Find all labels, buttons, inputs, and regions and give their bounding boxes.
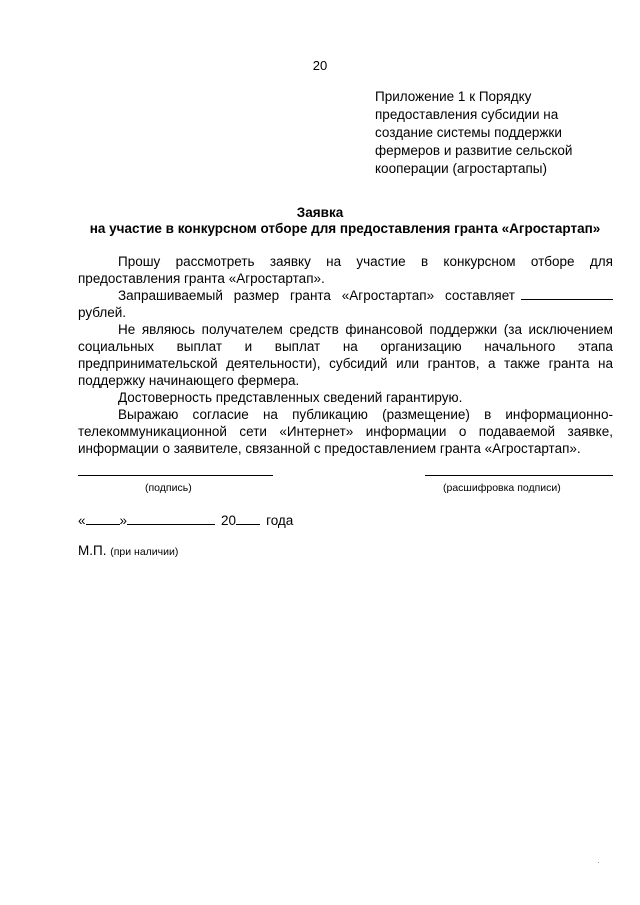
word: информации — [365, 424, 447, 439]
word: на — [262, 407, 278, 422]
word: участие — [356, 254, 406, 269]
day-field[interactable] — [86, 511, 120, 525]
word: сети — [239, 424, 267, 439]
word: конкурсном — [443, 254, 516, 269]
word: исключением — [528, 322, 613, 337]
appendix-line: кооперации (агростартапы) — [375, 161, 547, 176]
word: деятельности), — [226, 356, 321, 371]
paragraph-line — [78, 321, 613, 338]
word: заявку — [269, 254, 311, 269]
paragraph-line: информации о заявителе, связанной с предоставлением гранта «Агростартап». — [78, 441, 581, 456]
word: грантов, — [427, 356, 480, 371]
word: также — [504, 356, 541, 371]
word: подаваемой — [478, 424, 556, 439]
word: субсидий — [329, 356, 388, 371]
signature-decoding-caption: (расшифровка подписи) — [443, 482, 561, 494]
paragraph-line — [78, 406, 613, 423]
word: «Интернет» — [279, 424, 354, 439]
word: согласие — [192, 407, 249, 422]
word: являюсь — [141, 322, 196, 337]
word: финансовой — [345, 322, 423, 337]
word: (за — [503, 322, 522, 337]
word: получателем — [201, 322, 283, 337]
word: начального — [484, 339, 556, 354]
word: организацию — [380, 339, 462, 354]
month-field[interactable] — [127, 511, 215, 525]
paragraph-line — [78, 355, 613, 372]
word: выплат — [274, 339, 321, 354]
word: гранта — [290, 288, 331, 303]
page-number: 20 — [312, 58, 328, 73]
word: составляет — [444, 288, 515, 303]
word: «Агростартап» — [341, 288, 435, 303]
word: на — [342, 339, 358, 354]
word: Прошу — [118, 254, 161, 269]
year-suffix: года — [266, 513, 294, 528]
paragraph-line — [78, 423, 613, 440]
appendix-line: создание системы поддержки — [375, 125, 562, 140]
scan-speck — [598, 862, 599, 863]
paragraph-line: Достоверность представленных сведений гарантирую. — [118, 390, 463, 405]
stamp-label: М.П. — [78, 543, 107, 558]
word: Выражаю — [118, 407, 179, 422]
paragraph-line: поддержку начинающего фермера. — [78, 373, 300, 388]
signature-caption: (подпись) — [145, 482, 192, 494]
document-title: Заявка — [296, 205, 344, 220]
word: (размещение) — [382, 407, 470, 422]
word: на — [598, 356, 613, 371]
signature-field[interactable] — [78, 475, 273, 476]
word: а — [487, 356, 496, 371]
word: и — [244, 339, 253, 354]
word: в — [420, 254, 429, 269]
document-subtitle: на участие в конкурсном отборе для предоставления гранта «Агростартап» — [89, 221, 601, 236]
word: или — [396, 356, 420, 371]
paragraph-line: рублей. — [78, 305, 127, 320]
grant-amount-field[interactable] — [521, 287, 613, 300]
word: средств — [289, 322, 339, 337]
stamp-place — [78, 543, 178, 558]
word: в — [484, 407, 492, 422]
word: Не — [118, 322, 136, 337]
word: выплат — [176, 339, 223, 354]
application-body — [78, 253, 613, 457]
date-open-quote: « — [78, 513, 86, 528]
paragraph-line — [78, 253, 613, 270]
word: заявке, — [567, 424, 613, 439]
word: предпринимательской — [78, 356, 218, 371]
word: отборе — [530, 254, 575, 269]
signature-decoding-field[interactable] — [425, 475, 613, 476]
date-line — [78, 511, 293, 528]
word: размер — [233, 288, 280, 303]
word: Запрашиваемый — [118, 288, 223, 303]
paragraph-line — [78, 338, 613, 355]
word: рассмотреть — [175, 254, 255, 269]
word: гранта — [548, 356, 590, 371]
word: поддержки — [429, 322, 498, 337]
date-close-quote: » — [119, 513, 128, 528]
word: для — [589, 254, 613, 269]
word: этапа — [577, 339, 613, 354]
word: социальных — [78, 339, 155, 354]
stamp-note: (при наличии) — [110, 546, 179, 558]
appendix-line: фермеров и развитие сельской — [375, 143, 573, 158]
appendix-line: Приложение 1 к Порядку — [375, 89, 532, 104]
appendix-line: предоставления субсидии на — [375, 107, 559, 122]
paragraph-line: предоставления гранта «Агростартап». — [78, 271, 325, 286]
word: на — [326, 254, 342, 269]
word: телекоммуникационной — [78, 424, 227, 439]
appendix-note — [375, 88, 615, 178]
word: публикацию — [292, 407, 368, 422]
grant-amount-line — [78, 287, 613, 304]
word: информационно- — [505, 407, 613, 422]
year-prefix: 20 — [221, 513, 237, 528]
word: о — [458, 424, 467, 439]
paragraph-line — [118, 287, 521, 304]
year-field[interactable] — [236, 511, 260, 525]
